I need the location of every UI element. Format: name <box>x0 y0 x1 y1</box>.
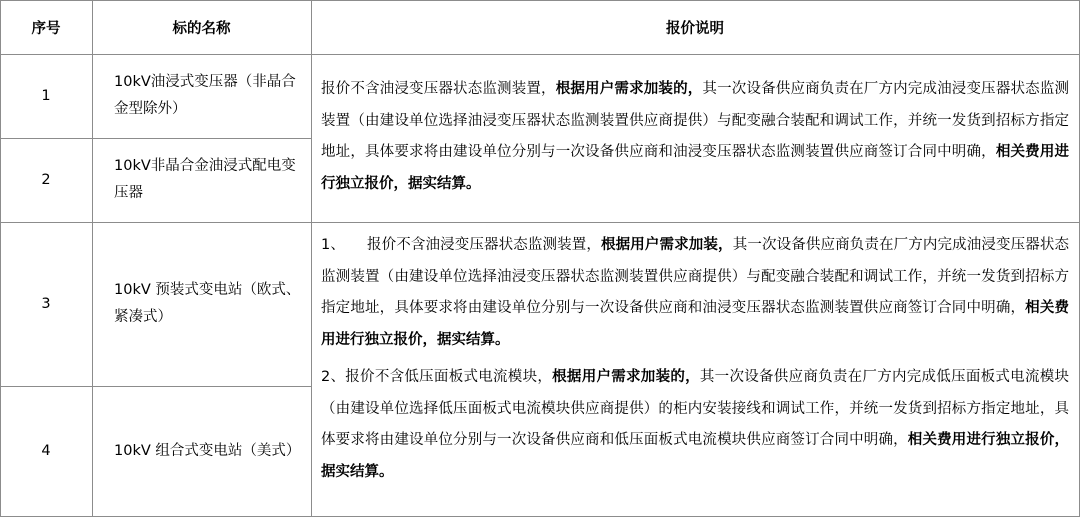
desc12-text-1: 报价不含油浸变压器状态监测装置， <box>321 81 556 97</box>
desc34-item1-bold-2: 相关费用进行独立报价，据实结算。 <box>321 300 1069 348</box>
desc12-bold-1: 根据用户需求加装的， <box>555 81 703 97</box>
header-seq: 序号 <box>31 20 61 37</box>
desc34-item-1 <box>321 230 1069 356</box>
desc-rows-1-2 <box>311 54 1079 222</box>
row4-name-text: 10kV 组合式变电站（美式） <box>114 442 301 459</box>
header-name: 标的名称 <box>172 20 231 37</box>
desc-rows-3-4 <box>311 222 1079 516</box>
row1-seq: 1 <box>41 88 51 104</box>
desc34-item1-text-1: 1、 报价不含油浸变压器状态监测装置， <box>321 237 602 253</box>
row2-name <box>92 138 311 222</box>
desc34-item1-bold-1: 根据用户需求加装， <box>601 237 733 253</box>
row3-name-text: 10kV 预装式变电站（欧式、紧凑式） <box>114 282 301 325</box>
table-border-bottom <box>0 516 1080 517</box>
desc12-text-2: 其一次设备供应商负责在厂方内完成油浸变压器状态监测装置（由建设单位选择油浸变压器状态监测装置供应商提供）与配变融合装配和调试工作，并统一发货到招标方指定地址，具体要求将由建设单位分别与一次设备供应商和油浸变压器状态监测装置供应商签订合同中明确， <box>321 81 1069 160</box>
desc34-item2-bold-1: 根据用户需求加装的， <box>552 369 700 385</box>
row4-name <box>92 386 311 516</box>
desc34-item2-text-2: 其一次设备供应商负责在厂方内完成低压面板式电流模块（由建设单位选择低压面板式电流模块供应商提供）的柜内安装接线和调试工作，并统一发货到招标方指定地址，具体要求将由建设单位分别与一次设备供应商和低压面板式电流模块供应商签订合同中明确， <box>321 369 1070 448</box>
row4-seq: 4 <box>41 443 51 459</box>
desc12-bold-2: 相关费用进行独立报价，据实结算。 <box>321 144 1070 192</box>
row2-seq: 2 <box>41 172 51 188</box>
row2-name-text: 10kV非晶合金油浸式配电变压器 <box>114 158 296 201</box>
desc34-item2-bold-2: 相关费用进行独立报价，据实结算。 <box>321 432 1069 480</box>
desc34-item2-text-1: 2、报价不含低压面板式电流模块， <box>321 369 553 385</box>
row3-seq: 3 <box>41 296 51 312</box>
row1-name <box>92 54 311 138</box>
desc34-item-2 <box>321 362 1069 488</box>
desc34-item1-text-2: 其一次设备供应商负责在厂方内完成油浸变压器状态监测装置（由建设单位选择油浸变压器状态监测装置供应商提供）与配变融合装配和调试工作，并统一发货到招标方指定地址，具体要求将由建设单位分别与一次设备供应商和油浸变压器状态监测装置供应商签订合同中明确， <box>321 237 1069 316</box>
header-desc: 报价说明 <box>666 20 724 37</box>
row3-name <box>92 222 311 386</box>
row1-name-text: 10kV油浸式变压器（非晶合金型除外） <box>114 74 296 117</box>
